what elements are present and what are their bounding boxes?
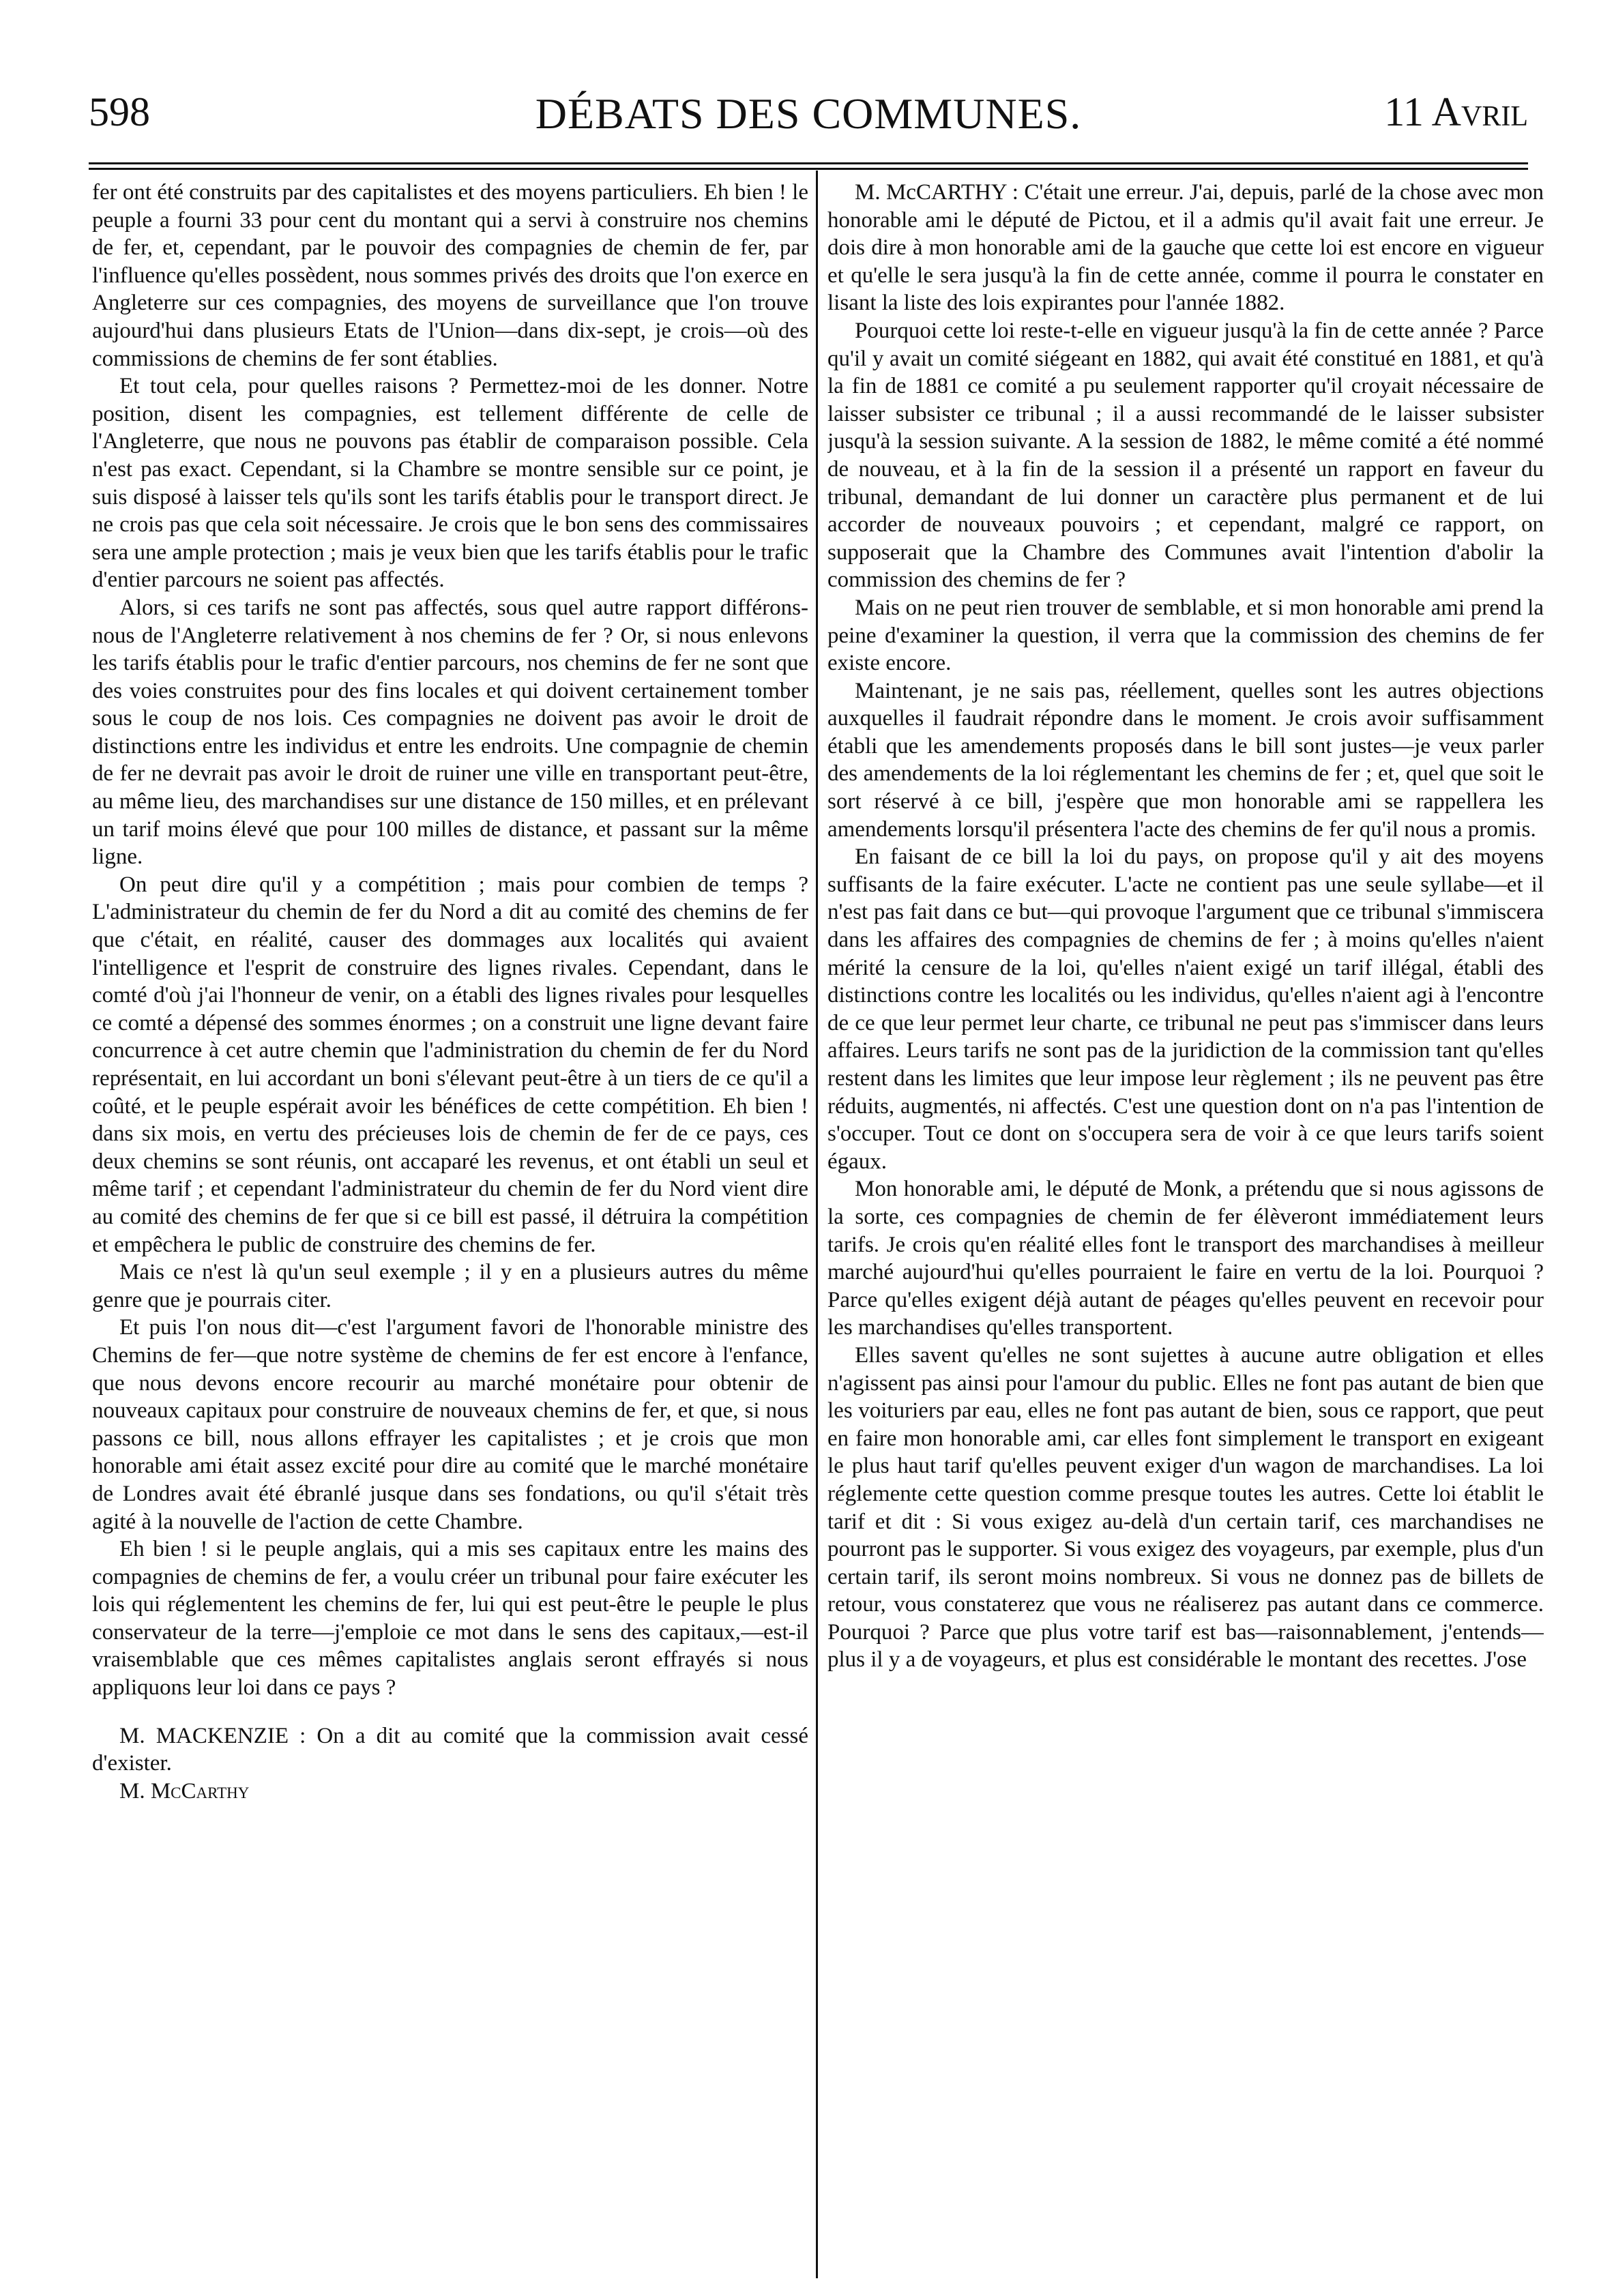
header-date: 11 Avril — [1384, 89, 1528, 134]
paragraph: fer ont été construits par des capitalistes et des moyens particuliers. Eh bien ! le peuple a fourni 33 pour cent du montant qui a servi à construire nos chemins de fer, et, cependant, par le pouvoir des compagnies de chemin de fer, par l'influence qu'elles possèdent, nous sommes privés des droits que l'on exerce en Angleterre sur ces compagnies, des moyens de surveillance que l'on trouve aujourd'hui dans plusieurs Etats de l'Union—dans dix-sept, je crois—où des commissions de chemins de fer sont établies. — [92, 180, 808, 371]
paragraph: Mais on ne peut rien trouver de semblable, et si mon honorable ami prend la peine d'examiner la question, il verra que la commission des chemins de fer existe encore. — [827, 595, 1544, 676]
paragraph: Pourquoi cette loi reste-t-elle en vigueur jusqu'à la fin de cette année ? Parce qu'il y avait un comité siégeant en 1882, qui avait été constitué en 1881, et qu'à la fin de 1881 ce comité a pu seulement rapporter qu'il croyait nécessaire de laisser subsister ce tribunal ; il a aussi recommandé de le laisser subsister jusqu'à la session suivante. A la session de 1882, le même comité a été nommé de nouveau, et à la fin de la session il a présenté un rapport en faveur du tribunal, demandant de lui donner un caractère plus permanent et de lui accorder de nouveaux pouvoirs ; et cependant, malgré ce rapport, on supposerait que la Chambre des Communes avait l'intention d'abolir la commission des chemins de fer ? — [827, 318, 1544, 593]
page-number: 598 — [89, 89, 150, 134]
paragraph: Maintenant, je ne sais pas, réellement, quelles sont les autres objections auxquelles il faudrait répondre dans le moment. Je crois avoir suffisamment établi que les amendements proposés dans le bill sont justes—je veux parler des amendements de la loi réglementant les chemins de fer ; et, quel que soit le sort réservé à ce bill, j'espère que mon honorable ami se rappellera les amendements lorsqu'il présentera l'acte des chemins de fer qu'il nous a promis. — [827, 678, 1544, 842]
paragraph: Eh bien ! si le peuple anglais, qui a mis ses capitaux entre les mains des compagnies de chemins de fer, a voulu créer un tribunal pour faire exécuter les lois qui réglementent les chemins de fer, lui qui est peut-être le peuple le plus conservateur de la terre—j'emploie ce mot dans le sens des capitaux,—est-il vraisemblable que ces mêmes capitalistes anglais seront effrayés si nous appliquons leur loi dans ce pays ? — [92, 1537, 808, 1701]
right-column — [827, 179, 1544, 2177]
left-column — [92, 179, 808, 2177]
paragraph: Alors, si ces tarifs ne sont pas affectés, sous quel autre rapport différons-nous de l'Angleterre relativement à nos chemins de fer ? Or, si nous enlevons les tarifs établis pour le trafic d'entier parcours, nos chemins de fer ne sont que des voies construites pour des fins locales et qui doivent certainement tomber sous le coup de nos lois. Ces compagnies ne doivent pas avoir le droit de distinctions entre les individus et entre les endroits. Une compagnie de chemin de fer ne devrait pas avoir le droit de ruiner une ville en transportant peut-être, au même lieu, des marchandises sur une distance de 150 milles, et en prélevant un tarif moins élevé que pour 100 milles de distance, et passant sur la même ligne. — [92, 595, 808, 870]
paragraph: Elles savent qu'elles ne sont sujettes à aucune autre obligation et elles n'agissent pas ainsi pour l'amour du public. Elles ne font pas autant de bien que les voituriers par eau, elles ne font pas autant de bien, sous ce rapport, que peut en faire mon honorable ami, car elles font simplement le transport en exigeant le plus haut tarif qu'elles peuvent exiger d'un wagon de marchandises. La loi réglemente cette question comme presque toutes les autres. Cette loi établit le tarif et dit : Si vous exigez au-delà d'un certain tarif, ces marchandises ne pourront pas le supporter. Si vous exigez des voyageurs, par exemple, plus d'un certain tarif, ils seront moins nombreux. Si vous ne donnez pas de billets de retour, vous constaterez que vous ne réaliserez pas autant dans ce commerce. Pourquoi ? Parce que plus votre tarif est bas—raisonnablement, j'entends—plus il y a de voyageurs, et plus est considérable le montant des recettes. J'ose — [827, 1342, 1544, 1673]
running-title: DÉBATS DES COMMUNES. — [535, 89, 1082, 138]
header-rule — [89, 162, 1528, 164]
speaker-paragraph: M. McCARTHY : C'était une erreur. J'ai, depuis, parlé de la chose avec mon honorable ami le député de Pictou, et il a admis qu'il avait fait une erreur. Je dois dire à mon honorable ami de la gauche que cette loi est encore en vigueur et qu'elle le sera jusqu'à la fin de cette année, comme il pourra le constater en lisant la liste des lois expirantes pour l'année 1882. — [827, 180, 1544, 316]
header-rule-secondary — [89, 168, 1528, 170]
column-divider — [816, 171, 818, 2278]
speaker-name: M. McCarthy — [119, 1778, 250, 1804]
paragraph: En faisant de ce bill la loi du pays, on propose qu'il y ait des moyens suffisants de la faire exécuter. L'acte ne contient pas une seule syllabe—et il n'est pas fait dans ce but—qui provoque l'argument que ce tribunal s'immiscera dans les affaires des compagnies de chemins de fer ; à moins qu'elles n'aient mérité la censure de la loi, qu'elles n'aient exigé un tarif illégal, établi des distinctions contre les localités ou les individus, qu'elles n'aient agi à l'encontre de ce que leur permet leur charte, ce tribunal ne peut pas s'immiscer dans leurs affaires. Leurs tarifs ne sont pas de la juridiction de la commission tant qu'elles restent dans les limites que leur impose leur règlement ; ils ne peuvent pas être réduits, augmentés, ni affectés. C'est une question dont on n'a pas l'intention de s'occuper. Tout ce dont on s'occupera sera de voir à ce que leurs tarifs soient égaux. — [827, 844, 1544, 1174]
paragraph: Mon honorable ami, le député de Monk, a prétendu que si nous agissons de la sorte, ces compagnies de chemin de fer élèveront immédiatement leurs tarifs. Je crois qu'en réalité elles font le transport des marchandises à meilleur marché aujourd'hui qu'elles pourraient le faire en vertu de la loi. Pourquoi ? Parce qu'elles exigent déjà autant de péages qu'elles peuvent en recevoir pour les marchandises qu'elles transportent. — [827, 1177, 1544, 1340]
paragraph: On peut dire qu'il y a compétition ; mais pour combien de temps ? L'administrateur du chemin de fer du Nord a dit au comité des chemins de fer que c'était, en réalité, causer des dommages aux localités qui avaient l'intelligence et l'esprit de construire des lignes rivales. Cependant, dans le comté d'où j'ai l'honneur de venir, on a établi des lignes rivales pour lesquelles ce comté a dépensé des sommes énormes ; on a construit une ligne devant faire concurrence à cet autre chemin que l'administration du chemin de fer du Nord représentait, en lui accordant un boni s'élevant peut-être à un tiers de ce qu'il a coûté, et le peuple espérait avoir les bénéfices de cette compétition. Eh bien ! dans six mois, en vertu des précieuses lois de chemin de fer de ce pays, ces deux chemins se sont réunis, ont accaparé les revenus, et ont établi un seul et même tarif ; et cependant l'administrateur du chemin de fer du Nord vient dire au comité des chemins de fer que si ce bill est passé, il détruira la compétition et empêchera le public de construire des chemins de fer. — [92, 872, 808, 1257]
paragraph: Mais ce n'est là qu'un seul exemple ; il y en a plusieurs autres du même genre que je pourrais citer. — [92, 1260, 808, 1312]
page-header — [89, 89, 1528, 150]
speaker-paragraph: M. MACKENZIE : On a dit au comité que la commission avait cessé d'exister. — [92, 1723, 808, 1776]
paragraph: Et puis l'on nous dit—c'est l'argument favori de l'honorable ministre des Chemins de fer—que notre système de chemins de fer est encore à l'enfance, que nous devons encore recourir au marché monétaire pour obtenir de nouveaux capitaux pour construire de nouveaux chemins de fer, et que, si nous passons ce bill, nous allons effrayer les capitalistes ; et je crois que mon honorable ami était assez excité pour dire au comité que le marché monétaire de Londres avait été ébranlé jusque dans ses fondations, ou qu'il s'était très agité à la nouvelle de l'action de cette Chambre. — [92, 1315, 808, 1534]
paragraph: Et tout cela, pour quelles raisons ? Permettez-moi de les donner. Notre position, disent les compagnies, est tellement différente de celle de l'Angleterre, que nous ne pouvons pas établir de comparaison possible. Cela n'est pas exact. Cependant, si la Chambre se montre sensible sur ce point, je suis disposé à laisser tels qu'ils sont les tarifs établis pour le transport direct. Je ne crois pas que cela soit nécessaire. Je crois que le bon sens des commissaires sera une ample protection ; mais je veux bien que les tarifs établis pour le trafic d'entier parcours ne soient pas affectés. — [92, 374, 808, 593]
